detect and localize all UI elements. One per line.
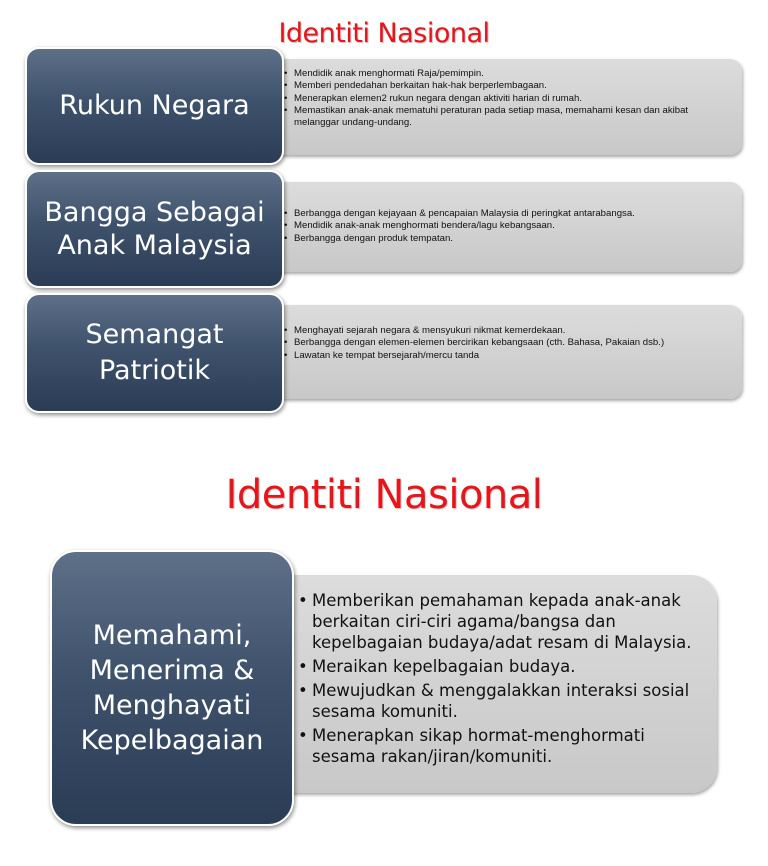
semangat-heading-line-1: Semangat: [85, 319, 224, 350]
list-item: • Lawatan ke tempat bersejarah/mercu tanda: [284, 350, 729, 362]
list-item: • Menerapkan elemen2 rukun negara dengan aktiviti harian di rumah.: [284, 93, 729, 105]
slide2-title: Identiti Nasional: [225, 472, 543, 518]
semangat-bullets: [284, 325, 729, 362]
slide1-title: Identiti Nasional: [278, 18, 490, 49]
kepelbagaian-heading-line-1: Memahami,: [92, 620, 252, 651]
list-item: • Memastikan anak-anak mematuhi peraturan pada setiap masa, memahami kesan dan akibat melanggar undang-undang.: [284, 105, 729, 130]
kepelbagaian-heading-line-4: Kepelbagaian: [80, 725, 264, 756]
semangat-heading-box: [25, 293, 284, 413]
bangga-bullets: [284, 208, 729, 245]
list-item: • Mendidik anak-anak menghormati bendera/lagu kebangsaan.: [284, 220, 729, 232]
list-item: • Mewujudkan & menggalakkan interaksi sosial sesama komuniti.: [298, 680, 703, 722]
semangat-card: [262, 305, 742, 399]
list-item: • Mendidik anak menghormati Raja/pemimpin.: [284, 68, 729, 80]
rukun-negara-heading-box: [25, 47, 284, 165]
semangat-heading-line-2: Patriotik: [98, 355, 211, 386]
kepelbagaian-heading-line-3: Menghayati: [92, 690, 252, 721]
rukun-negara-card: [262, 59, 742, 155]
rukun-negara-heading-line: Rukun Negara: [59, 90, 250, 121]
rukun-negara-bullets: [284, 68, 729, 129]
list-item: • Berbangga dengan kejayaan & pencapaian Malaysia di peringkat antarabangsa.: [284, 208, 729, 220]
bangga-card: [262, 182, 742, 272]
list-item: • Memberi pendedahan berkaitan hak-hak berperlembagaan.: [284, 80, 729, 92]
bangga-heading-box: [25, 170, 284, 288]
list-item: • Memberikan pemahaman kepada anak-anak berkaitan ciri-ciri agama/bangsa dan kepelbagaian budaya/adat resam di Malaysia.: [298, 590, 703, 653]
kepelbagaian-card: [262, 575, 717, 793]
list-item: • Menerapkan sikap hormat-menghormati sesama rakan/jiran/komuniti.: [298, 725, 703, 767]
list-item: • Menghayati sejarah negara & mensyukuri nikmat kemerdekaan.: [284, 325, 729, 337]
list-item: • Berbangga dengan produk tempatan.: [284, 233, 729, 245]
kepelbagaian-bullets: [298, 590, 703, 770]
kepelbagaian-heading-box: [50, 550, 294, 826]
list-item: • Berbangga dengan elemen-elemen bercirikan kebangsaan (cth. Bahasa, Pakaian dsb.): [284, 337, 729, 349]
kepelbagaian-heading-line-2: Menerima &: [89, 655, 255, 686]
list-item: • Meraikan kepelbagaian budaya.: [298, 656, 703, 677]
bangga-heading-line-1: Bangga Sebagai: [44, 197, 265, 228]
bangga-heading-line-2: Anak Malaysia: [57, 230, 252, 261]
